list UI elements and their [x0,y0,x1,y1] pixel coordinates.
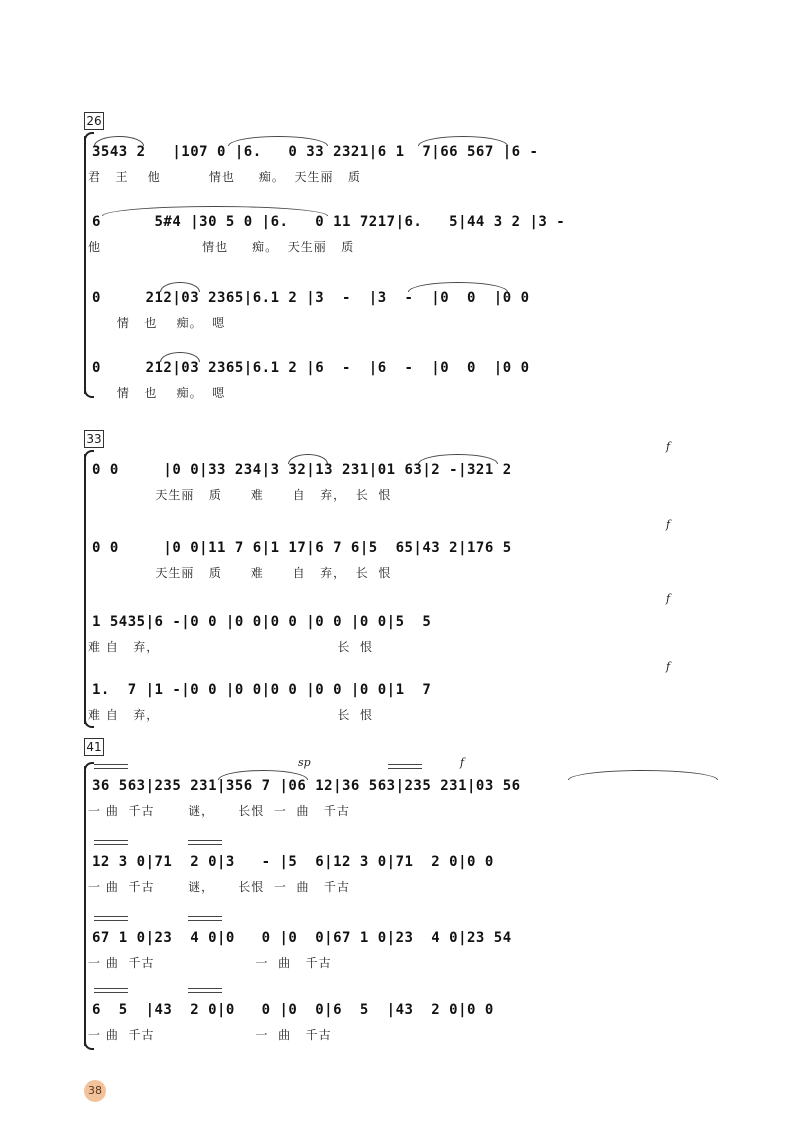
staff-notes: 0 0 |0 0|33 234|3 32|13 231|01 63|2 -|321 2 [92,462,512,478]
dynamic-marking: f [460,756,465,769]
dynamic-marking: sp [298,756,311,769]
staff-notes: 0 212|03 2365|6.1 2 |6 - |6 - |0 0 |0 0 [92,360,530,376]
staff-lyrics: 情 也 痴。 嗯 [88,386,226,400]
dynamic-marking: f [666,518,671,531]
staff-lyrics: 一 曲 千古 谜， 长恨 一 曲 千古 [88,804,350,818]
staff-bass [88,992,738,1052]
staff-lyrics: 天生丽 质 难 自 弃， 长 恨 [88,488,392,502]
staff-soprano [88,440,738,512]
staff-soprano [88,756,738,828]
staff-notes: 67 1 0|23 4 0|0 0 |0 0|67 1 0|23 4 0|23 54 [92,930,512,946]
staff-bass [88,660,738,732]
staff-tenor [88,592,738,664]
staff-bass [88,350,738,410]
staff-notes: 3543 2 |107 0 |6. 0 33 2321|6 1 7|66 567 |6 - [92,144,539,160]
staff-notes: 36 563|235 231|356 7 |06 12|36 563|235 231|03 56 [92,778,521,794]
staff-notes: 6 5#4 |30 5 0 |6. 0 11 7217|6. 5|44 3 2 |3 - [92,214,566,230]
page-number: 38 [84,1080,106,1102]
staff-lyrics: 一 曲 千古 一 曲 千古 [88,1028,332,1042]
staff-soprano [88,134,738,194]
staff-tenor [88,280,738,340]
staff-lyrics: 天生丽 质 难 自 弃， 长 恨 [88,566,392,580]
staff-lyrics: 难 自 弃， 长 恨 [88,640,374,654]
dynamic-marking: f [666,592,671,605]
dynamic-marking: f [666,660,671,673]
staff-lyrics: 一 曲 千古 谜， 长恨 一 曲 千古 [88,880,350,894]
dynamic-marking: f [666,440,671,453]
staff-tenor [88,920,738,980]
staff-lyrics: 情 也 痴。 嗯 [88,316,226,330]
staff-lyrics: 难 自 弃， 长 恨 [88,708,374,722]
measure-number: 41 [84,738,104,756]
staff-notes: 1 5435|6 -|0 0 |0 0|0 0 |0 0 |0 0|5 5 [92,614,432,630]
staff-lyrics: 他 情也 痴。 天生丽 质 [88,240,355,254]
staff-notes: 6 5 |43 2 0|0 0 |0 0|6 5 |43 2 0|0 0 [92,1002,494,1018]
staff-alto [88,844,738,904]
staff-notes: 0 0 |0 0|11 7 6|1 17|6 7 6|5 65|43 2|176 5 [92,540,512,556]
staff-notes: 12 3 0|71 2 0|3 - |5 6|12 3 0|71 2 0|0 0 [92,854,494,870]
staff-lyrics: 一 曲 千古 一 曲 千古 [88,956,332,970]
staff-notes: 0 212|03 2365|6.1 2 |3 - |3 - |0 0 |0 0 [92,290,530,306]
staff-alto [88,518,738,590]
measure-number: 33 [84,430,104,448]
staff-lyrics: 君 王 他 情也 痴。 天生丽 质 [88,170,361,184]
staff-notes: 1. 7 |1 -|0 0 |0 0|0 0 |0 0 |0 0|1 7 [92,682,432,698]
staff-alto [88,204,738,264]
measure-number: 26 [84,112,104,130]
